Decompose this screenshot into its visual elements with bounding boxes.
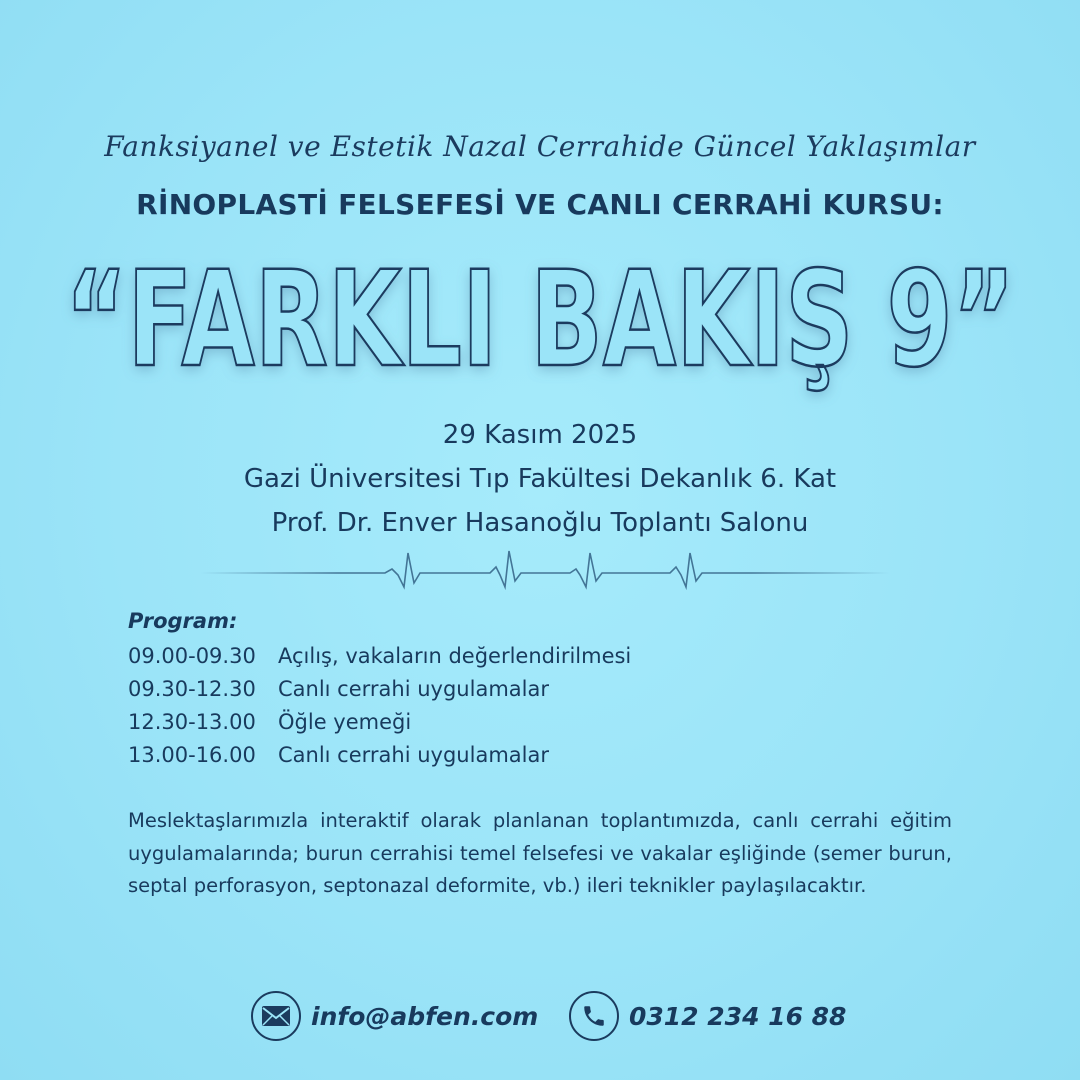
program-time: 09.30-12.30 <box>128 677 256 701</box>
program-row <box>128 739 958 772</box>
phone-contact[interactable] <box>569 987 846 1045</box>
headline-graphic <box>0 220 1080 420</box>
program-time: 09.00-09.30 <box>128 644 256 668</box>
phone-icon <box>569 991 619 1041</box>
program-activity: Canlı cerrahi uygulamalar <box>278 743 549 767</box>
program-activity: Açılış, vakaların değerlendirilmesi <box>278 644 632 668</box>
program-row <box>128 640 958 673</box>
program-heading: Program: <box>128 609 238 633</box>
phone-number[interactable]: 0312 234 16 88 <box>629 1001 847 1031</box>
program-row <box>128 673 958 706</box>
program-time: 12.30-13.00 <box>128 710 256 734</box>
venue-line-1: Gazi Üniversitesi Tıp Fakültesi Dekanlık 6. Kat <box>243 464 837 494</box>
program-section <box>128 606 958 772</box>
venue-line-2: Prof. Dr. Enver Hasanoğlu Toplantı Salonu <box>271 508 809 538</box>
envelope-icon <box>251 991 301 1041</box>
program-activity: Canlı cerrahi uygulamalar <box>278 677 549 701</box>
description-paragraph: Meslektaşlarımızla interaktif olarak planlanan toplantımızda, canlı cerrahi eğitim uygulamalarında; burun cerrahisi temel felsefesi ve vakalar eşliğinde (semer burun, septal perforasyon, septonazal deformite, vb.) ileri teknikler paylaşılacaktır. <box>128 809 952 897</box>
course-title: RİNOPLASTİ FELSEFESİ VE CANLI CERRAHİ KURSU: <box>136 188 944 221</box>
email-contact[interactable] <box>251 987 538 1045</box>
script-subtitle: Fanksiyanel ve Estetik Nazal Cerrahide Güncel Yaklaşımlar <box>104 130 976 163</box>
program-time: 13.00-16.00 <box>128 743 256 767</box>
heartbeat-divider <box>200 545 890 600</box>
headline-text: “FARKLI BAKIŞ 9” <box>65 243 1015 397</box>
event-date: 29 Kasım 2025 <box>442 420 638 450</box>
program-row <box>128 706 958 739</box>
program-activity: Öğle yemeği <box>278 710 412 734</box>
email-address[interactable]: info@abfen.com <box>311 1001 539 1031</box>
